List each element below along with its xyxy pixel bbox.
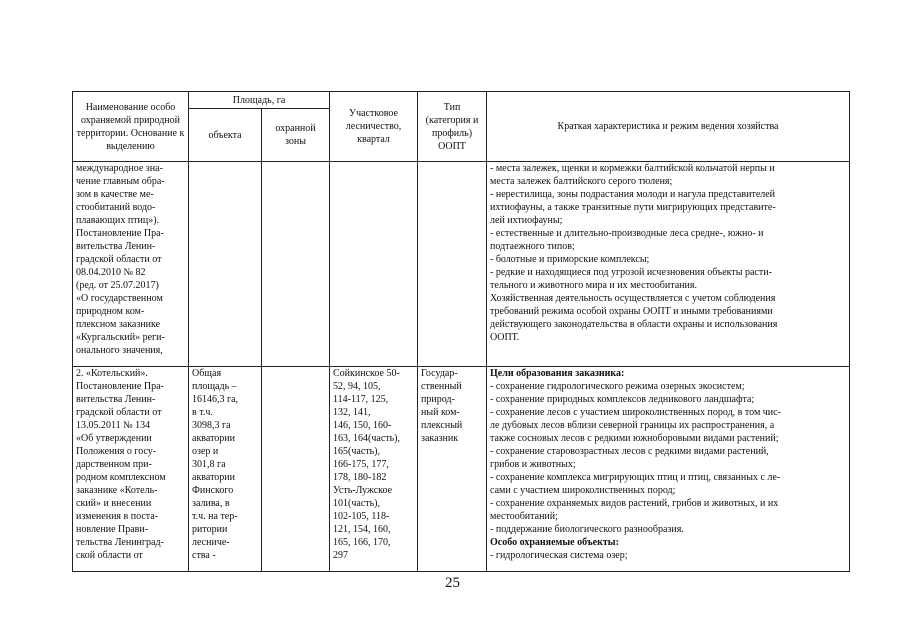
row1-name-line: плавающих птиц»).	[76, 215, 160, 226]
row1-description-line: - нерестилища, зоны подрастания молоди и нагула представителей	[490, 189, 776, 200]
row2-type-line: ственный	[421, 381, 462, 392]
row1-area-object-cell	[189, 162, 262, 367]
row2-area-line: в т.ч.	[192, 407, 213, 418]
row2-name-line: ский» и внесении	[76, 498, 152, 509]
row1-name-line: градской области от	[76, 254, 162, 265]
row1-name-line: международное зна-	[76, 163, 163, 174]
row1-name-line: онального значения,	[76, 345, 163, 356]
header-type: Тип (категория и профиль) ООПТ	[418, 92, 487, 162]
row2-name-line: Постановление Пра-	[76, 381, 164, 392]
row2-area-line: т.ч. на тер-	[192, 511, 238, 522]
row2-goal-line: - сохранение старовозрастных лесов с редкими видами растений,	[490, 446, 769, 457]
row1-description-line: - болотные и приморские комплексы;	[490, 254, 650, 265]
row2-forestry-line: 52, 94, 105,	[333, 381, 381, 392]
row1-name-line: чение главным обра-	[76, 176, 165, 187]
row2-forestry-line: 121, 154, 160,	[333, 524, 391, 535]
row2-name-cell	[73, 367, 189, 572]
row1-name-line: (ред. от 25.07.2017)	[76, 280, 159, 291]
row2-name-line: градской области от	[76, 407, 162, 418]
row2-forestry-line: 165(часть),	[333, 446, 381, 457]
header-forestry: Участковое лесничество, квартал	[330, 92, 418, 162]
row2-area-line: озер и	[192, 446, 219, 457]
row1-description-line: лей ихтиофауны;	[490, 215, 563, 226]
row2-name-line: родном комплексном	[76, 472, 166, 483]
row2-forestry-line: 146, 150, 160-	[333, 420, 392, 431]
row1-description-line: действующего законодательства в области охраны и использования	[490, 319, 778, 330]
protected-objects-heading: Особо охраняемые объекты:	[490, 537, 619, 548]
row1-description-line: ООПТ.	[490, 332, 520, 343]
protected-areas-table	[72, 91, 850, 572]
row2-forestry-line: 297	[333, 550, 349, 561]
row2-goal-line: - сохранение лесов с участием широколиственных пород, в том чис-	[490, 407, 781, 418]
row2-forestry-line: Усть-Лужское	[333, 485, 393, 496]
row2-forestry-line: 166-175, 177,	[333, 459, 389, 470]
row2-name-line: 13.05.2011 № 134	[76, 420, 151, 431]
row1-forestry-cell	[330, 162, 418, 367]
row1-name-line: плексном заказнике	[76, 319, 161, 330]
row2-goal-line: - сохранение комплекса мигрирующих птиц и птиц, связанных с ле-	[490, 472, 781, 483]
row2-area-buffer-cell	[262, 367, 330, 572]
row2-area-line: Финского	[192, 485, 234, 496]
row1-description-line: - места залежек, щенки и кормежки балтийской кольчатой нерпы и	[490, 163, 775, 174]
row2-goal-line: ле дубовых лесов вблизи северной границы их распространения, а	[490, 420, 775, 431]
row2-name-line: дарственном при-	[76, 459, 152, 470]
row2-name-line: тельства Ленинград-	[76, 537, 164, 548]
row2-name-line: вительства Ленин-	[76, 394, 156, 405]
page-number: 25	[445, 575, 460, 591]
row2-name-line: Положения о госу-	[76, 446, 157, 457]
row2-object-line: - гидрологическая система озер;	[490, 550, 628, 561]
row2-area-line: ства -	[192, 550, 216, 561]
row2-name-line: заказнике «Котель-	[76, 485, 158, 496]
row1-description-line: - естественные и длительно-производные леса средне-, южно- и	[490, 228, 764, 239]
row2-forestry-line: 163, 164(часть),	[333, 433, 401, 444]
row1-description-line: - редкие и находящиеся под угрозой исчезновения объекты расти-	[490, 267, 772, 278]
row2-area-line: ритории	[192, 524, 228, 535]
row2-type-line: ный ком-	[421, 407, 460, 418]
row2-name-line: изменения в поста-	[76, 511, 159, 522]
row2-goal-line: - сохранение природных комплексов ледникового ландшафта;	[490, 394, 755, 405]
row1-name-line: 08.04.2010 № 82	[76, 267, 146, 278]
row2-type-line: плексный	[421, 420, 463, 431]
row1-area-buffer-cell	[262, 162, 330, 367]
row2-forestry-line: 101(часть),	[333, 498, 381, 509]
row1-description-line: места залежек балтийского серого тюленя;	[490, 176, 673, 187]
row1-name-line: «Кургальский» реги-	[76, 332, 165, 343]
row2-goal-line: грибов и животных;	[490, 459, 576, 470]
row1-type-cell	[418, 162, 487, 367]
row1-name-cell	[73, 162, 189, 367]
header-name: Наименование особо охраняемой природной территории. Основание к выделению	[73, 92, 189, 162]
row1-name-line: Постановление Пра-	[76, 228, 164, 239]
header-area-buffer: охранной зоны	[262, 109, 330, 162]
row1-description-line: тельного и животного мира и их местообитания.	[490, 280, 697, 291]
row2-area-line: Общая	[192, 368, 222, 379]
row1-name-line: стообитаний водо-	[76, 202, 156, 213]
row2-goal-line: - сохранение гидрологического режима озерных экосистем;	[490, 381, 745, 392]
row2-goal-line: - сохранение охраняемых видов растений, грибов и животных, и их	[490, 498, 779, 509]
row2-forestry-line: 102-105, 118-	[333, 511, 390, 522]
row2-goal-line: местообитаний;	[490, 511, 558, 522]
row2-area-line: залива, в	[192, 498, 230, 509]
table-row	[73, 367, 850, 572]
row1-description-line: подтаежного типов;	[490, 241, 575, 252]
row2-type-line: Государ-	[421, 368, 458, 379]
row2-area-object-cell	[189, 367, 262, 572]
row1-name-line: «О государственном	[76, 293, 163, 304]
row2-goal-line: также сосновых лесов с редкими южноборовыми видами растений;	[490, 433, 779, 444]
row2-forestry-line: 132, 141,	[333, 407, 371, 418]
row1-description-line: Хозяйственная деятельность осуществляется с учетом соблюдения	[490, 293, 776, 304]
table-row	[73, 162, 850, 367]
header-area-object: объекта	[189, 109, 262, 162]
row1-name-line: природном ком-	[76, 306, 145, 317]
row1-description-cell	[487, 162, 850, 367]
row2-name-line: ской области от	[76, 550, 143, 561]
row1-description-line: ихтиофауны, а также транзитные пути мигрирующих представите-	[490, 202, 776, 213]
row2-area-line: акватории	[192, 472, 236, 483]
row2-area-line: лесниче-	[192, 537, 230, 548]
row2-area-line: 3098,3 га	[192, 420, 231, 431]
row2-goal-line: сами с участием широколиственных пород;	[490, 485, 676, 496]
row2-description-cell	[487, 367, 850, 572]
row1-name-line: зом в качестве ме-	[76, 189, 154, 200]
row2-forestry-cell	[330, 367, 418, 572]
header-area: Площадь, га	[189, 92, 330, 109]
goals-heading: Цели образования заказника:	[490, 368, 625, 379]
row2-type-line: природ-	[421, 394, 455, 405]
row2-forestry-line: 178, 180-182	[333, 472, 387, 483]
row2-forestry-line: 114-117, 125,	[333, 394, 389, 405]
row2-name-line: 2. «Котельский».	[76, 368, 148, 379]
row2-forestry-line: 165, 166, 170,	[333, 537, 391, 548]
row2-goal-line: - поддержание биологического разнообразия.	[490, 524, 684, 535]
row2-type-line: заказник	[421, 433, 459, 444]
row1-name-line: вительства Ленин-	[76, 241, 156, 252]
row2-area-line: 301,8 га	[192, 459, 226, 470]
header-description: Краткая характеристика и режим ведения хозяйства	[487, 92, 850, 162]
row2-forestry-line: Сойкинское 50-	[333, 368, 400, 379]
row2-type-cell	[418, 367, 487, 572]
row2-area-line: 16146,3 га,	[192, 394, 239, 405]
row1-description-line: требований режима особой охраны ООПТ и иными требованиями	[490, 306, 773, 317]
row2-area-line: площадь –	[192, 381, 237, 392]
row2-area-line: акватории	[192, 433, 236, 444]
row2-name-line: новление Прави-	[76, 524, 149, 535]
row2-name-line: «Об утверждении	[76, 433, 152, 444]
